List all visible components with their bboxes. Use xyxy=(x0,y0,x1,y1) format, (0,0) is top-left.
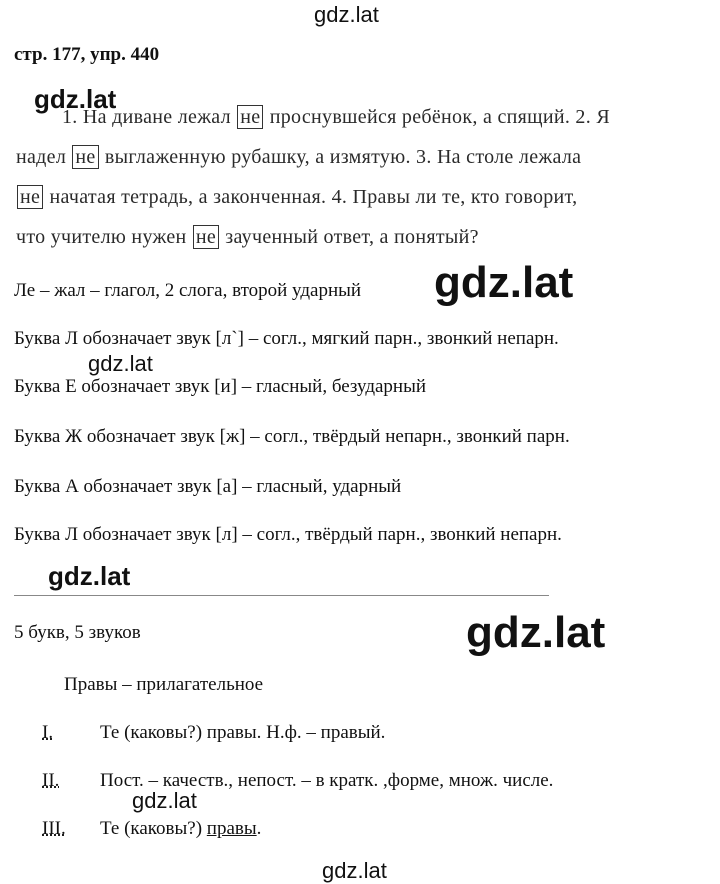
morph-item-1 xyxy=(42,722,385,744)
boxed-particle: не xyxy=(17,185,43,209)
roman-numeral: I. xyxy=(42,722,54,743)
analysis-line: Буква Ж обозначает звук [ж] – согл., твёрдый непарн., звонкий парн. xyxy=(14,426,570,447)
text: проснувшейся ребёнок, а спящий. 2. Я xyxy=(264,106,610,128)
analysis-line: Ле – жал – глагол, 2 слога, второй ударный xyxy=(14,280,362,301)
task-line-3 xyxy=(16,186,577,209)
task-text-scan xyxy=(14,92,714,262)
task-line-1 xyxy=(62,106,610,129)
morph-item-2 xyxy=(42,770,553,792)
text: что учителю нужен xyxy=(16,226,192,248)
watermark: gdz.lat xyxy=(88,351,153,376)
morph-text: Те (каковы?) xyxy=(100,818,207,839)
text: надел xyxy=(16,146,72,168)
analysis-line: Буква Л обозначает звук [л`] – согл., мягкий парн., звонкий непарн. xyxy=(14,328,559,349)
roman-numeral: III. xyxy=(42,818,66,839)
text: начатая тетрадь, а законченная. 4. Правы ли те, кто говорит, xyxy=(44,186,578,208)
boxed-particle: не xyxy=(237,105,263,129)
underlined-word: правы xyxy=(206,818,257,839)
text: 1. На диване лежал xyxy=(62,106,237,128)
task-line-4 xyxy=(16,226,479,249)
boxed-particle: не xyxy=(72,145,98,169)
watermark: gdz.lat xyxy=(48,561,131,591)
divider xyxy=(14,595,549,596)
text: заученный ответ, а понятый? xyxy=(220,226,479,248)
watermark: gdz.lat xyxy=(34,84,117,114)
watermark: gdz.lat xyxy=(132,788,197,813)
morph-item-3 xyxy=(42,818,261,840)
analysis-line: Буква Л обозначает звук [л] – согл., твёрдый парн., звонкий непарн. xyxy=(14,524,562,545)
watermark: gdz.lat xyxy=(314,2,379,27)
page-title: стр. 177, упр. 440 xyxy=(14,44,160,65)
morph-text: Пост. – качеств., непост. – в кратк. ,форме, множ. числе. xyxy=(100,770,554,791)
watermark: gdz.lat xyxy=(466,608,606,657)
morph-text: Те (каковы?) правы. Н.ф. – правый. xyxy=(100,722,386,743)
analysis-line: Буква А обозначает звук [а] – гласный, ударный xyxy=(14,476,402,497)
morph-title: Правы – прилагательное xyxy=(64,674,264,695)
watermark: gdz.lat xyxy=(434,258,574,307)
task-line-2 xyxy=(16,146,581,169)
text: выглаженную рубашку, а измятую. 3. На столе лежала xyxy=(99,146,582,168)
summary: 5 букв, 5 звуков xyxy=(14,622,141,643)
watermark: gdz.lat xyxy=(322,858,387,883)
boxed-particle: не xyxy=(193,225,219,249)
analysis-line: Буква Е обозначает звук [и] – гласный, безударный xyxy=(14,376,427,397)
roman-numeral: II. xyxy=(42,770,60,791)
morph-text: . xyxy=(256,818,262,839)
